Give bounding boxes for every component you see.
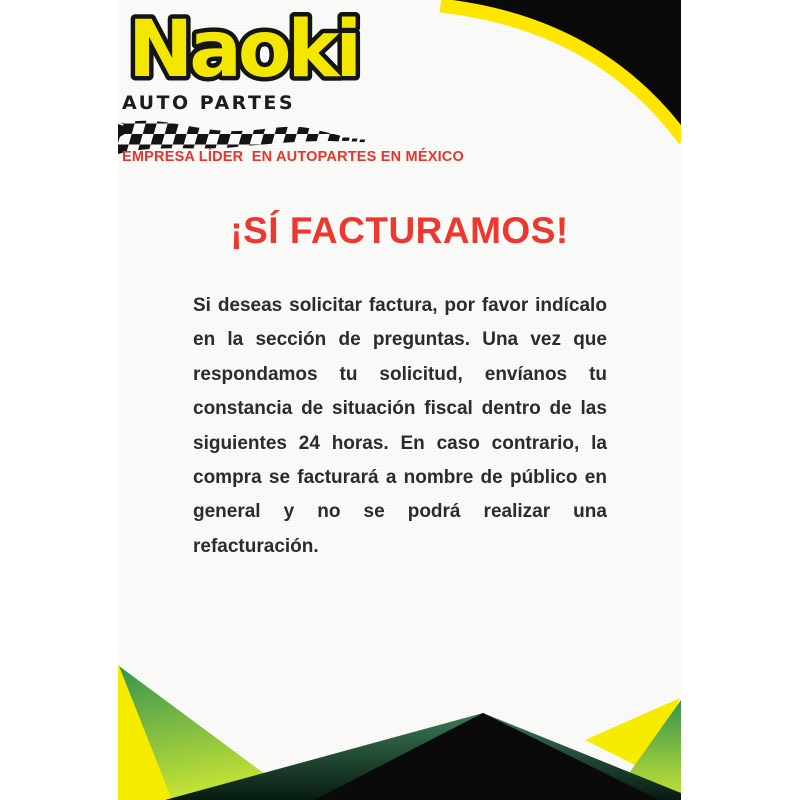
invoice-heading: ¡SÍ FACTURAMOS! [230, 210, 569, 251]
body-line: siguientes 24 horas. En caso contrario, la [193, 432, 607, 454]
invoice-paragraph [193, 289, 607, 564]
body-line: Si deseas solicitar factura, por favor indícalo [193, 295, 607, 316]
corner-decoration-bottom [118, 635, 681, 800]
brand-subtitle: AUTO PARTES [122, 92, 296, 114]
body-line: constancia de situación fiscal dentro de las [193, 398, 607, 420]
body-line: compra se facturará a nombre de público en [193, 466, 607, 488]
brand-tagline: EMPRESA LÍDER EN AUTOPARTES EN MÉXICO [122, 149, 464, 165]
brand-name: Naoki [128, 5, 359, 95]
body-line: en la sección de preguntas. Una vez que [193, 329, 607, 351]
body-line: refacturación. [193, 535, 319, 557]
flyer-page [118, 0, 681, 800]
body-line: general y no se podrá realizar una [193, 501, 607, 523]
body-line: respondamos tu solicitud, envíanos tu [193, 363, 607, 385]
naoki-logo [122, 0, 382, 100]
